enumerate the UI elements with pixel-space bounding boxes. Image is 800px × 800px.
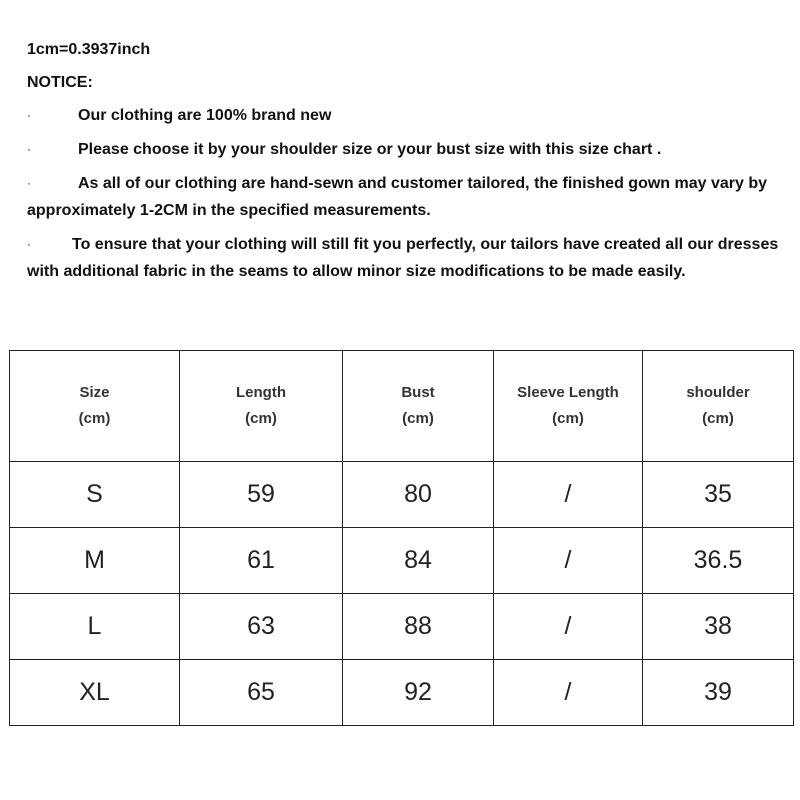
bullet-icon: · bbox=[27, 108, 31, 122]
table-row bbox=[10, 462, 794, 528]
notice-item bbox=[27, 102, 787, 129]
notice-item bbox=[27, 170, 787, 224]
cell-size: XL bbox=[10, 660, 180, 726]
cell-length: 65 bbox=[180, 660, 343, 726]
cell-bust: 80 bbox=[343, 462, 494, 528]
cell-shoulder: 38 bbox=[643, 594, 794, 660]
size-chart-table bbox=[9, 350, 794, 726]
header-bust: Bust (cm) bbox=[343, 351, 494, 462]
cell-sleeve-length: / bbox=[494, 462, 643, 528]
cell-shoulder: 36.5 bbox=[643, 528, 794, 594]
table-row bbox=[10, 528, 794, 594]
cell-sleeve-length: / bbox=[494, 594, 643, 660]
cell-shoulder: 39 bbox=[643, 660, 794, 726]
notice-item-text: Our clothing are 100% brand new bbox=[78, 107, 332, 124]
cell-sleeve-length: / bbox=[494, 660, 643, 726]
cell-size: S bbox=[10, 462, 180, 528]
notes-section bbox=[27, 36, 787, 292]
header-length: Length (cm) bbox=[180, 351, 343, 462]
notice-item-text: To ensure that your clothing will still fit you perfectly, our tailors have created all our dresses with additional fabric in the seams to allow minor size modifications to be made easily. bbox=[27, 236, 779, 280]
cell-size: L bbox=[10, 594, 180, 660]
unit-conversion: 1cm=0.3937inch bbox=[27, 41, 151, 58]
bullet-icon: · bbox=[27, 176, 31, 190]
cell-bust: 84 bbox=[343, 528, 494, 594]
cell-bust: 92 bbox=[343, 660, 494, 726]
table-row bbox=[10, 594, 794, 660]
notice-item-text: Please choose it by your shoulder size or your bust size with this size chart . bbox=[78, 141, 662, 158]
cell-size: M bbox=[10, 528, 180, 594]
notice-item bbox=[27, 136, 787, 163]
notice-title: NOTICE: bbox=[27, 74, 93, 91]
notice-item bbox=[27, 231, 787, 285]
notice-item-text: As all of our clothing are hand-sewn and customer tailored, the finished gown may vary by approximately 1-2CM in the specified measurements. bbox=[27, 175, 768, 219]
header-size: Size (cm) bbox=[10, 351, 180, 462]
header-sleeve-length: Sleeve Length (cm) bbox=[494, 351, 643, 462]
table-header-row bbox=[10, 351, 794, 462]
cell-shoulder: 35 bbox=[643, 462, 794, 528]
header-shoulder: shoulder (cm) bbox=[643, 351, 794, 462]
cell-bust: 88 bbox=[343, 594, 494, 660]
cell-length: 63 bbox=[180, 594, 343, 660]
bullet-icon: · bbox=[27, 142, 31, 156]
bullet-icon: · bbox=[27, 237, 31, 251]
cell-length: 59 bbox=[180, 462, 343, 528]
table-row bbox=[10, 660, 794, 726]
cell-sleeve-length: / bbox=[494, 528, 643, 594]
cell-length: 61 bbox=[180, 528, 343, 594]
